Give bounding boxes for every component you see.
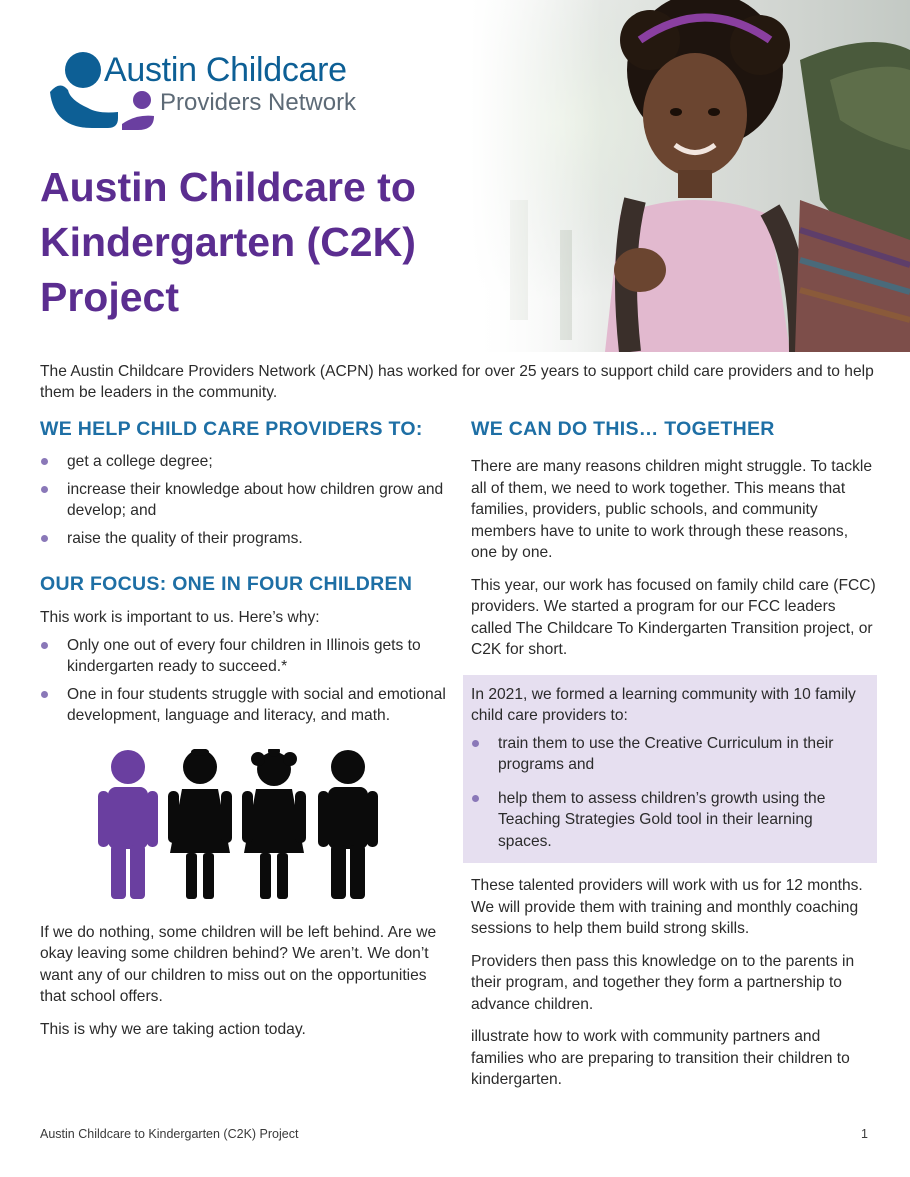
right-column: [471, 418, 876, 1091]
help-heading: WE HELP CHILD CARE PROVIDERS TO:: [40, 418, 423, 440]
child-with-backpack-photo-icon: [470, 0, 910, 352]
help-item: raise the quality of their programs.: [40, 528, 450, 550]
together-paragraph-4: Providers then pass this knowledge on to the parents in their program, and together they form a partnership to advance children.: [471, 952, 855, 1013]
focus-closing: If we do nothing, some children will be left behind. Are we okay leaving some children behind? We aren’t. We don’t want any of our children to miss out on the opportunities that school offers.: [40, 923, 437, 1005]
left-column: [40, 418, 450, 1040]
logo-line-1: Austin Childcare: [104, 51, 347, 89]
child-figure-highlighted: [98, 750, 158, 899]
box-list: [471, 733, 869, 853]
help-item: increase their knowledge about how children grow and develop; and: [40, 479, 450, 522]
intro-paragraph: The Austin Childcare Providers Network (ACPN) has worked for over 25 years to support child care providers and to help them be leaders in the community.: [40, 363, 874, 401]
help-item: get a college degree;: [40, 451, 450, 473]
together-paragraph-1: There are many reasons children might struggle. To tackle all of them, we need to work together. This means that families, providers, public schools, and community members have to unite to work through these reasons, one by one.: [471, 458, 873, 561]
page-number: 1: [861, 1127, 868, 1141]
help-list: [40, 451, 450, 549]
box-item: help them to assess children’s growth using the Teaching Strategies Gold tool in their learning spaces.: [471, 788, 869, 853]
focus-lead: This work is important to us. Here’s why:: [40, 609, 320, 626]
child-figure: [242, 749, 306, 899]
footer-title: Austin Childcare to Kindergarten (C2K) Project: [40, 1127, 299, 1141]
hero-photo: [470, 0, 910, 352]
child-figure: [318, 750, 378, 899]
page-title: Austin Childcare to Kindergarten (C2K) Project: [40, 164, 416, 320]
box-item: train them to use the Creative Curriculum in their programs and: [471, 733, 869, 776]
together-paragraph-3: These talented providers will work with us for 12 months. We will provide them with training and monthly coaching sessions to help them build strong skills.: [471, 877, 863, 937]
four-children-icon: [96, 749, 396, 899]
focus-list: [40, 635, 450, 727]
together-paragraph-5: illustrate how to work with community partners and families who are preparing to transition their children to kindergarten.: [471, 1028, 850, 1088]
focus-item: Only one out of every four children in Illinois gets to kindergarten ready to succeed.*: [40, 635, 450, 678]
together-paragraph-2: This year, our work has focused on family child care (FCC) providers. We started a program for our FCC leaders called The Childcare To Kindergarten Transition project, or C2K for short.: [471, 576, 876, 658]
focus-item: One in four students struggle with social and emotional development, language and literacy, and math.: [40, 684, 450, 727]
box-lead: In 2021, we formed a learning community with 10 family child care providers to:: [471, 685, 856, 724]
focus-action: This is why we are taking action today.: [40, 1020, 306, 1038]
focus-heading: OUR FOCUS: ONE IN FOUR CHILDREN: [40, 573, 413, 595]
child-figure: [168, 749, 232, 899]
together-heading: WE CAN DO THIS… TOGETHER: [471, 418, 775, 440]
four-children-figures: [96, 749, 450, 904]
logo-line-2: Providers Network: [160, 89, 357, 116]
acpn-logo: [48, 50, 398, 132]
learning-community-box: [463, 675, 877, 864]
